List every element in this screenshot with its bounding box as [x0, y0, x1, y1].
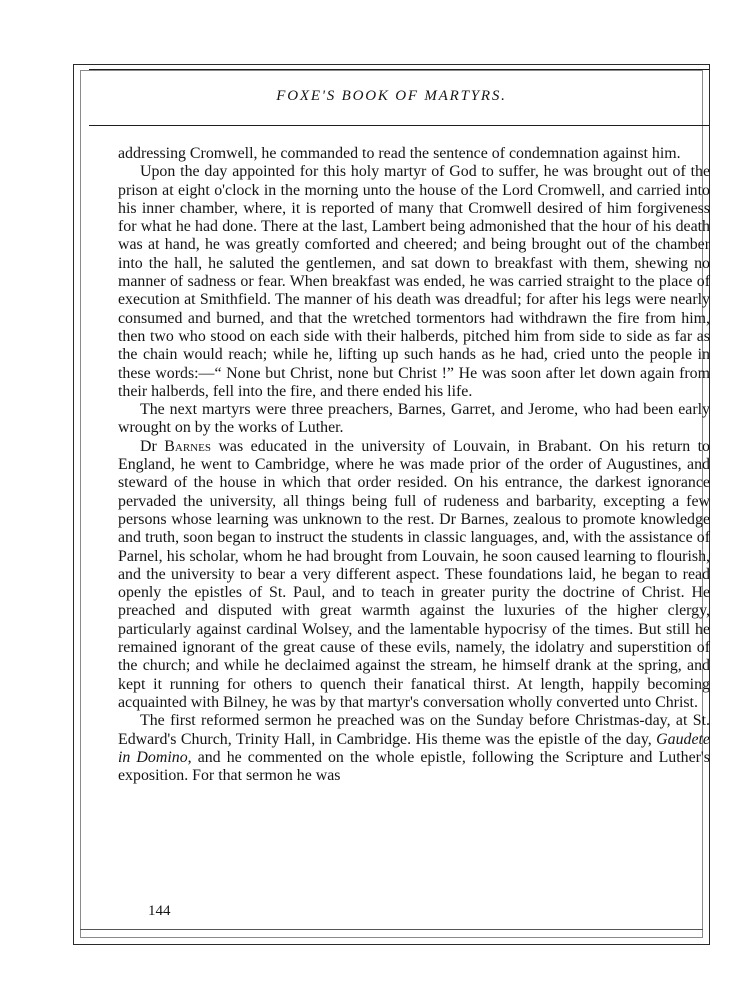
paragraph-2: Upon the day appointed for this holy martyr of God to suffer, he was brought out of the prison at eight o'clock in the morning unto the house of the Lord Cromwell, and carried into his inner chamber, where, it is reported of many that Cromwell desired of him forgiveness for what he had done. There at the last, Lambert being admonished that the hour of his death was at hand, he was greatly comforted and cheered; and being brought out of the chamber into the hall, he saluted the gentlemen, and sat down to breakfast with them, shewing no manner of sadness or fear. When breakfast was ended, he was carried straight to the place of execution at Smithfield. The manner of his death was dreadful; for after his legs were nearly consumed and burned, and that the wretched tormentors had withdrawn the fire from him, then two who stood on each side with their halberds, pitched him from side to side as far as the chain would reach; while he, lifting up such hands as he had, cried unto the people in these words:—“ None but Christ, none but Christ !” He was soon after let down again from their halberds, fell into the fire, and there ended his life.: [118, 163, 710, 400]
paragraph-5-text-a: The first reformed sermon he preached was on the Sunday before Christmas-day, at St. Edward's Church, Trinity Hall, in Cambridge. His theme was the epistle of the day,: [118, 712, 710, 748]
title-dr: Dr: [140, 437, 165, 455]
top-rule: [89, 69, 709, 70]
paragraph-5-text-b: , and he commented on the whole epistle, following the Scripture and Luther's exposition. For that sermon he was: [118, 748, 710, 785]
page-number: 144: [148, 903, 171, 919]
body-text: [118, 145, 710, 785]
header-rule: [89, 125, 709, 126]
footer-rule: [80, 929, 703, 930]
paragraph-4-text: was educated in the university of Louvain, in Brabant. On his return to England, he went to Cambridge, where he was made prior of the order of Augustines, and steward of the house in which that order resided. On his entrance, the darkest ignorance pervaded the university, all things being full of rudeness and barbarity, excepting a few persons whose learning was unknown to the rest. Dr Barnes, zealous to promote knowledge and truth, soon began to instruct the students in classic languages, and, with the assistance of Parnel, his scholar, whom he had brought from Louvain, he soon caused learning to flourish, and the university to bear a very different aspect. These foundations laid, he began to read openly the epistles of St. Paul, and to teach in greater purity the doctrine of Christ. He preached and disputed with great warmth against the luxuries of the higher clergy, particularly against cardinal Wolsey, and the lamentable hypocrisy of the times. But still he remained ignorant of the great cause of these evils, namely, the idolatry and superstition of the church; and while he declaimed against the stream, he himself drank at the spring, and kept it running for others to quench their fanatical thirst. At length, happily becoming acquainted with Bilney, he was by that martyr's conversation wholly converted unto Christ.: [118, 437, 711, 711]
latin-phrase: Gaudete in Domino: [118, 730, 710, 766]
paragraph-1: addressing Cromwell, he commanded to read the sentence of condemnation against him.: [118, 145, 681, 162]
running-head: FOXE'S BOOK OF MARTYRS.: [276, 88, 507, 104]
paragraph-3: The next martyrs were three preachers, Barnes, Garret, and Jerome, who had been early wrought on by the works of Luther.: [118, 401, 710, 437]
paragraph-4: [118, 438, 710, 712]
name-barnes: Barnes: [164, 437, 211, 455]
paragraph-5: [118, 712, 710, 785]
